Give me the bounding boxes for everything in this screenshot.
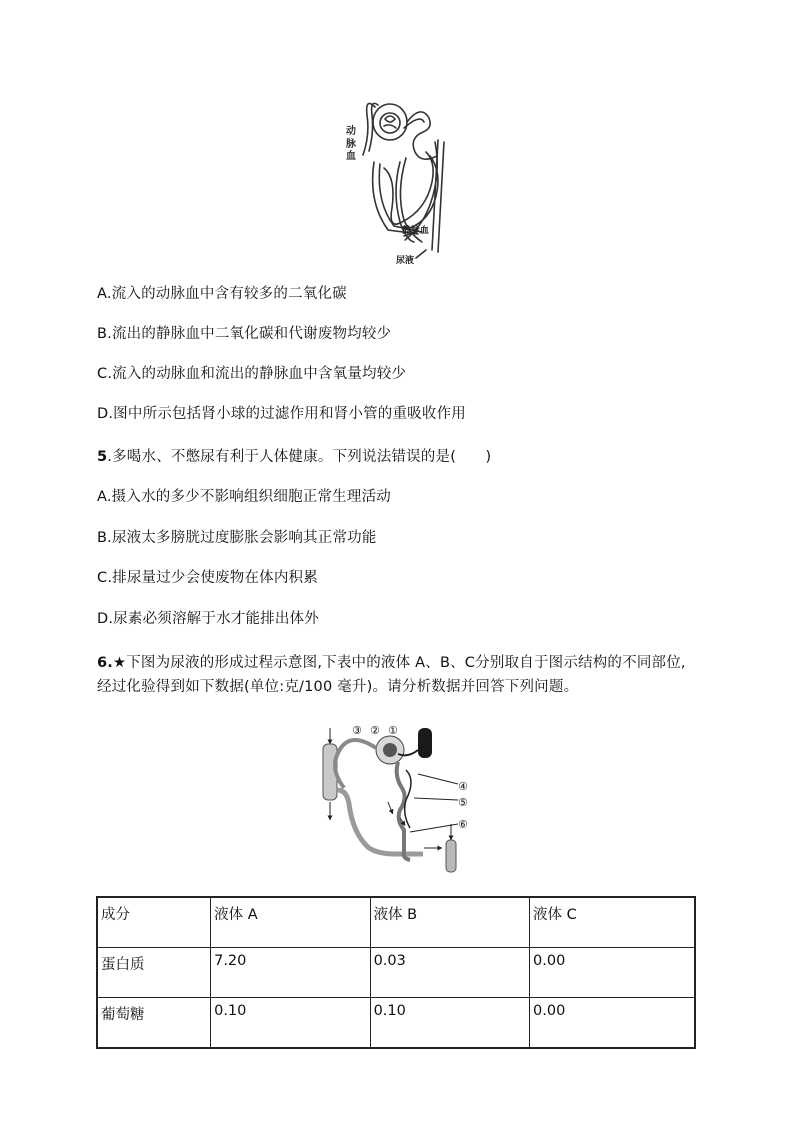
fluid-data-table: [96, 896, 696, 1049]
q5-option-b: B.尿液太多膀胱过度膨胀会影响其正常功能: [97, 530, 377, 546]
label-urine: 尿液: [396, 256, 415, 266]
table-cell: 0.10: [211, 998, 370, 1049]
table-cell: 0.03: [370, 948, 529, 998]
q5-option-a: A.摄入水的多少不影响组织细胞正常生理活动: [97, 489, 391, 505]
table-cell: 0.00: [530, 998, 695, 1049]
q4-option-b: B.流出的静脉血中二氧化碳和代谢废物均较少: [97, 326, 392, 342]
q6-stem: [97, 651, 697, 699]
table-cell: 0.00: [530, 948, 695, 998]
marker-2: ②: [370, 724, 380, 737]
table-cell: 蛋白质: [97, 948, 211, 998]
table-cell: 7.20: [211, 948, 370, 998]
q4-option-a: A.流入的动脉血中含有较多的二氧化碳: [97, 286, 347, 302]
table-row: [97, 998, 695, 1049]
nephron-drawing: [340, 92, 460, 268]
label-artery: 动脉血: [346, 126, 356, 162]
nephron-figure: [340, 92, 460, 268]
table-header-cell: 液体 C: [530, 897, 695, 948]
q5-number: 5: [97, 449, 108, 465]
q6-stem-text: 下图为尿液的形成过程示意图,下表中的液体 A、B、C分别取自于图示结构的不同部位,经过化验得到如下数据(单位:克/100 毫升)。请分析数据并回答下列问题。: [97, 655, 686, 695]
table-header-cell: 液体 B: [370, 897, 529, 948]
urine-formation-figure: [318, 720, 498, 876]
q4-option-c: C.流入的动脉血和流出的静脉血中含氧量均较少: [97, 366, 407, 382]
star-icon: .★: [107, 655, 127, 671]
q5-stem: [97, 447, 491, 467]
urine-formation-drawing: [318, 720, 498, 876]
q5-stem-text: .多喝水、不憋尿有利于人体健康。下列说法错误的是( ): [107, 449, 492, 465]
q4-option-d: D.图中所示包括肾小球的过滤作用和肾小管的重吸收作用: [97, 406, 466, 422]
marker-3: ③: [352, 724, 362, 737]
q5-option-d: D.尿素必须溶解于水才能排出体外: [97, 611, 319, 627]
marker-6: ⑥: [458, 818, 468, 831]
table-header-cell: 成分: [97, 897, 211, 948]
table-cell: 葡萄糖: [97, 998, 211, 1049]
table-header-row: [97, 897, 695, 948]
table-cell: 0.10: [370, 998, 529, 1049]
table-header-cell: 液体 A: [211, 897, 370, 948]
label-vein: 静脉血: [402, 226, 430, 236]
q6-number: 6: [97, 655, 108, 671]
table-row: [97, 948, 695, 998]
marker-1: ①: [388, 724, 398, 737]
q5-option-c: C.排尿量过少会使废物在体内积累: [97, 570, 318, 586]
marker-4: ④: [458, 780, 468, 793]
marker-5: ⑤: [458, 796, 468, 809]
